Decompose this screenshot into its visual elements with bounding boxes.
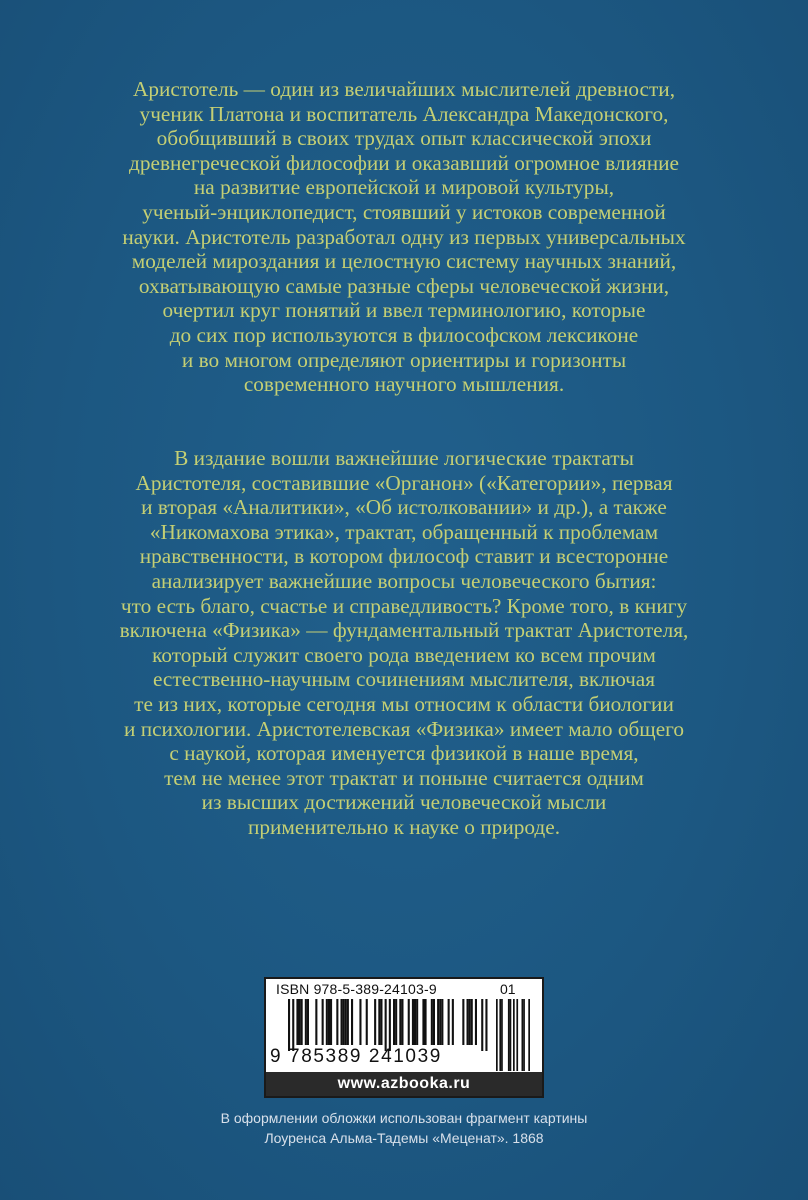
text-line: на развитие европейской и мировой культуры, <box>193 175 615 200</box>
barcode-bar <box>366 999 368 1045</box>
text-line: и вторая «Аналитики», «Об истолковании» и др.), а также <box>141 495 667 520</box>
barcode-bar <box>288 999 290 1051</box>
credit-line: Лоуренса Альма-Тадемы «Меценат». 1868 <box>264 1130 544 1146</box>
addon-bar <box>496 999 498 1071</box>
barcode-bar <box>299 999 301 1045</box>
addon-bar <box>523 999 525 1071</box>
barcode-bar <box>439 999 441 1045</box>
barcode-bar <box>416 999 418 1045</box>
barcode-bar <box>452 999 454 1045</box>
barcode-bar <box>345 999 347 1045</box>
text-line: обобщивший в своих трудах опыт классической эпохи <box>156 126 652 151</box>
barcode-bar <box>296 999 298 1045</box>
addon-bar <box>501 999 503 1071</box>
barcode-bar <box>467 999 469 1045</box>
text-line: нравственности, в котором философ ставит и всесторонне <box>139 544 669 569</box>
barcode-bar <box>485 999 487 1051</box>
text-line: применительно к науке о природе. <box>247 814 561 839</box>
barcode-bar <box>422 999 424 1045</box>
text-line: Аристотеля, составившие «Органон» («Категории», первая <box>135 470 673 495</box>
barcode-bar <box>307 999 309 1045</box>
barcode-bar <box>341 999 343 1045</box>
barcode-bar <box>359 999 361 1045</box>
barcode-bar <box>431 999 433 1045</box>
addon-bar <box>513 999 515 1071</box>
credit-line: В оформлении обложки использован фрагмент картины <box>220 1110 588 1126</box>
text-line: те из них, которые сегодня мы относим к области биологии <box>134 691 674 716</box>
addon-bar <box>516 999 518 1071</box>
addon-bar <box>508 999 510 1071</box>
barcode-bar <box>481 999 483 1051</box>
barcode-bar <box>389 999 391 1051</box>
barcode-bar <box>347 999 349 1045</box>
barcode-bar <box>351 999 353 1045</box>
barcode-bar <box>374 999 376 1045</box>
text-line: и психологии. Аристотелевская «Физика» имеет мало общего <box>123 716 685 741</box>
publisher-url: www.azbooka.ru <box>266 1072 542 1096</box>
text-line: «Никомахова этика», трактат, обращенный к проблемам <box>149 519 659 544</box>
barcode-bar <box>393 999 395 1045</box>
barcode-bar <box>412 999 414 1045</box>
barcode-bar <box>378 999 380 1045</box>
barcode-bar <box>305 999 307 1045</box>
addon-bar <box>522 999 524 1071</box>
isbn-barcode-block <box>264 977 544 1098</box>
barcode-bar <box>462 999 464 1045</box>
text-line: что есть благо, счастье и справедливость? Кроме того, в книгу <box>120 593 688 618</box>
barcode-bar <box>315 999 317 1045</box>
text-line: очертил круг понятий и ввел терминологию, которые <box>162 298 646 323</box>
barcode-bar <box>414 999 416 1045</box>
text-line: В издание вошли важнейшие логические трактаты <box>174 446 634 470</box>
barcode-bar <box>437 999 439 1045</box>
barcode-bar <box>292 999 294 1051</box>
barcode-bar <box>448 999 450 1045</box>
addon-bar <box>499 999 501 1071</box>
barcode-bar <box>475 999 477 1045</box>
addon-bar <box>510 999 512 1071</box>
barcode-bar <box>380 999 382 1045</box>
text-line: охватывающую самые разные сферы человеческой жизни, <box>138 273 670 298</box>
text-line: с наукой, которая именуется физикой в наше время, <box>169 741 639 766</box>
addon-bar <box>528 999 530 1071</box>
text-line: ученый-энциклопедист, стоявший у истоков современной <box>142 199 666 224</box>
isbn-label: ISBN 978-5-389-24103-9 <box>276 981 437 997</box>
text-line: ученик Платона и воспитатель Александра Македонского, <box>139 101 669 126</box>
barcode-bar <box>336 999 338 1045</box>
text-line: древнегреческой философии и оказавший огромное влияние <box>129 150 679 175</box>
barcode-digits: 9 785389 241039 <box>270 1046 442 1067</box>
isbn-addon-label: 01 <box>500 981 516 997</box>
barcode-bar <box>330 999 332 1045</box>
barcode-bar <box>471 999 473 1045</box>
barcode-bar <box>395 999 397 1045</box>
text-line: тем не менее этот трактат и поныне считается одним <box>164 765 644 790</box>
barcode-bar <box>301 999 303 1045</box>
text-line: моделей мироздания и целостную систему научных знаний, <box>131 249 677 274</box>
text-line: науки. Аристотель разработал одну из первых универсальных <box>122 224 686 249</box>
barcode-bar <box>385 999 387 1051</box>
text-line: естественно-научным сочинениям мыслителя, включая <box>152 667 656 692</box>
text-line: который служит своего рода введением ко всем прочим <box>152 642 656 667</box>
barcode-bar <box>399 999 401 1045</box>
barcode-bar <box>326 999 328 1045</box>
barcode-bar <box>441 999 443 1045</box>
text-line: включена «Физика» — фундаментальный трактат Аристотеля, <box>119 618 689 643</box>
barcode-bar <box>469 999 471 1045</box>
text-line: Аристотель — один из величайших мыслителей древности, <box>132 77 676 101</box>
text-line: анализирует важнейшие вопросы человеческого бытия: <box>151 568 657 593</box>
description-paragraph-2 <box>40 446 768 840</box>
text-line: до сих пор используются в философском лексиконе <box>169 322 639 347</box>
barcode-bar <box>433 999 435 1045</box>
barcode-bar <box>401 999 403 1045</box>
cover-art-credit <box>40 1108 768 1148</box>
text-line: и во многом определяют ориентиры и горизонты <box>181 347 627 372</box>
barcode-bar <box>322 999 324 1045</box>
barcode-bar <box>328 999 330 1045</box>
text-line: из высших достижений человеческой мысли <box>201 790 607 815</box>
barcode-bar <box>343 999 345 1045</box>
text-line: современного научного мышления. <box>243 372 565 397</box>
barcode-bar <box>425 999 427 1045</box>
barcode-bar <box>408 999 410 1045</box>
description-paragraph-1 <box>40 77 768 397</box>
